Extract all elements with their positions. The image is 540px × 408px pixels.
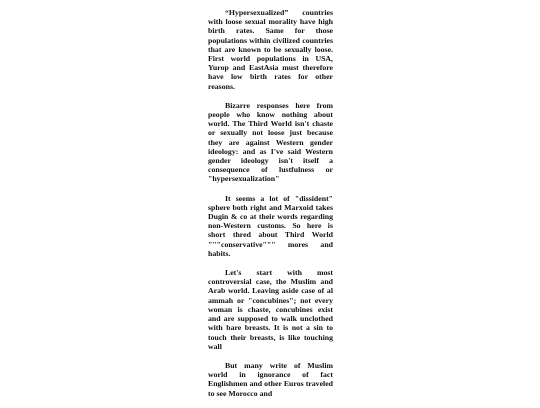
- paragraph-2: Bizarre responses here from people who know nothing about world. The Third World isn't chaste or sexually not loose just because they are against Western gender ideology: and as I've said Western gender ideology isn't itself a consequence of lustfulness or "hypersexualization": [208, 100, 333, 184]
- document-column: [208, 8, 333, 408]
- paragraph-3: It seems a lot of "dissident" sphere both right and Marxoid takes Dugin & co at their words regarding non-Western customs. So here is short thred about Third World """conservative""" mores and habits.: [208, 193, 333, 258]
- paragraph-4: Let's start with most controversial case, the Muslim and Arab world. Leaving aside case of al ammah or "concubines"; not every woman is chaste, concubines exist and are supposed to walk unclothed with bare breasts. It is not a sin to touch their breasts, is like touching wall: [208, 268, 333, 351]
- paragraph-5: But many write of Muslim world in ignorance of fact Englishmen and other Euros traveled to see Morocco and: [208, 360, 333, 398]
- paragraph-1: “Hypersexualized” countries with loose sexual morality have high birth rates. Same for those populations within civilized countries that are known to be sexually loose. First world populations in USA, Yurop and EastAsia must therefore have low birth rates for other reasons.: [208, 8, 333, 91]
